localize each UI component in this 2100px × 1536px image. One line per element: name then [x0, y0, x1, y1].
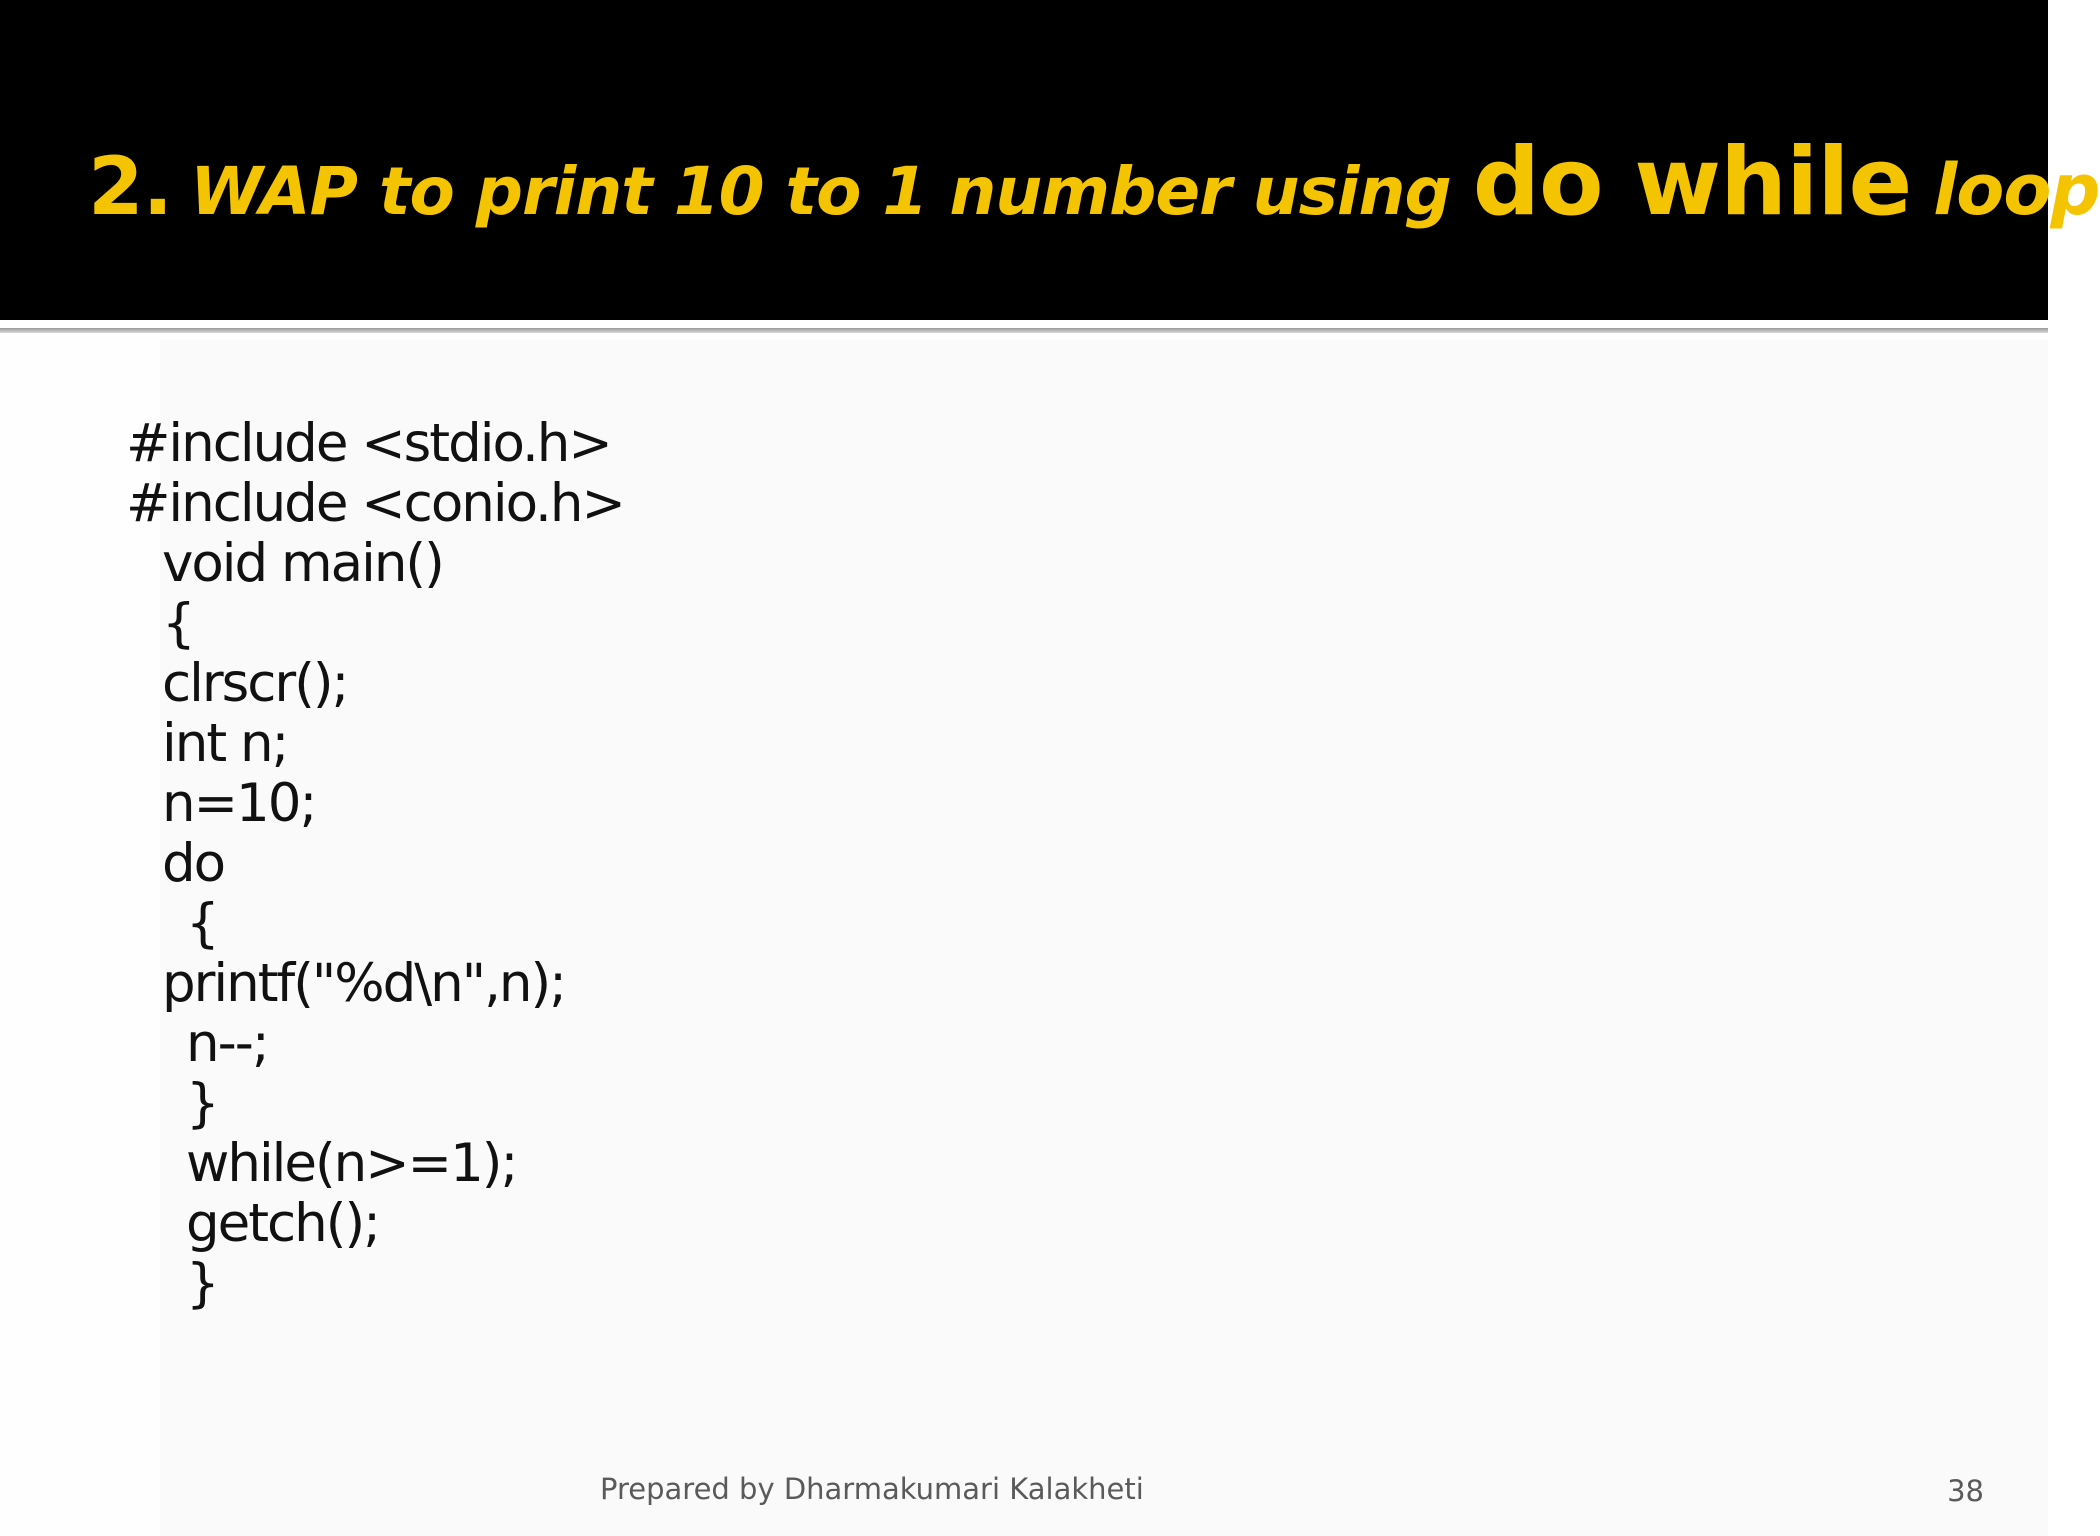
title-divider-shadow: [0, 328, 2048, 333]
code-line: n--;: [186, 1013, 268, 1074]
page-number: 38: [1947, 1474, 1984, 1508]
code-line: while(n>=1);: [186, 1133, 517, 1194]
slide-title: [88, 108, 2100, 258]
footer-credit: Prepared by Dharmakumari Kalakheti: [600, 1472, 1144, 1506]
code-line: {: [186, 893, 218, 954]
code-line: n=10;: [162, 773, 316, 834]
code-listing: [126, 414, 624, 1314]
code-line: }: [186, 1073, 218, 1134]
code-line: void main(): [162, 533, 443, 594]
slide-title-emphasis: do while: [1472, 128, 1912, 237]
code-line: int n;: [162, 713, 288, 774]
code-line: getch();: [186, 1193, 379, 1254]
code-line: #include <stdio.h>: [126, 413, 611, 474]
code-line: do: [162, 833, 225, 894]
code-line: #include <conio.h>: [126, 473, 624, 534]
code-line: printf("%d\n",n);: [162, 953, 566, 1014]
title-divider: [0, 320, 2048, 328]
code-line: clrscr();: [162, 653, 348, 714]
slide-title-lead: WAP to print 10 to 1 number using: [190, 153, 1451, 230]
slide-title-tail: loop: [1933, 149, 2100, 231]
code-line: }: [186, 1253, 218, 1314]
code-line: {: [162, 593, 194, 654]
slide-title-number: 2.: [88, 140, 173, 233]
